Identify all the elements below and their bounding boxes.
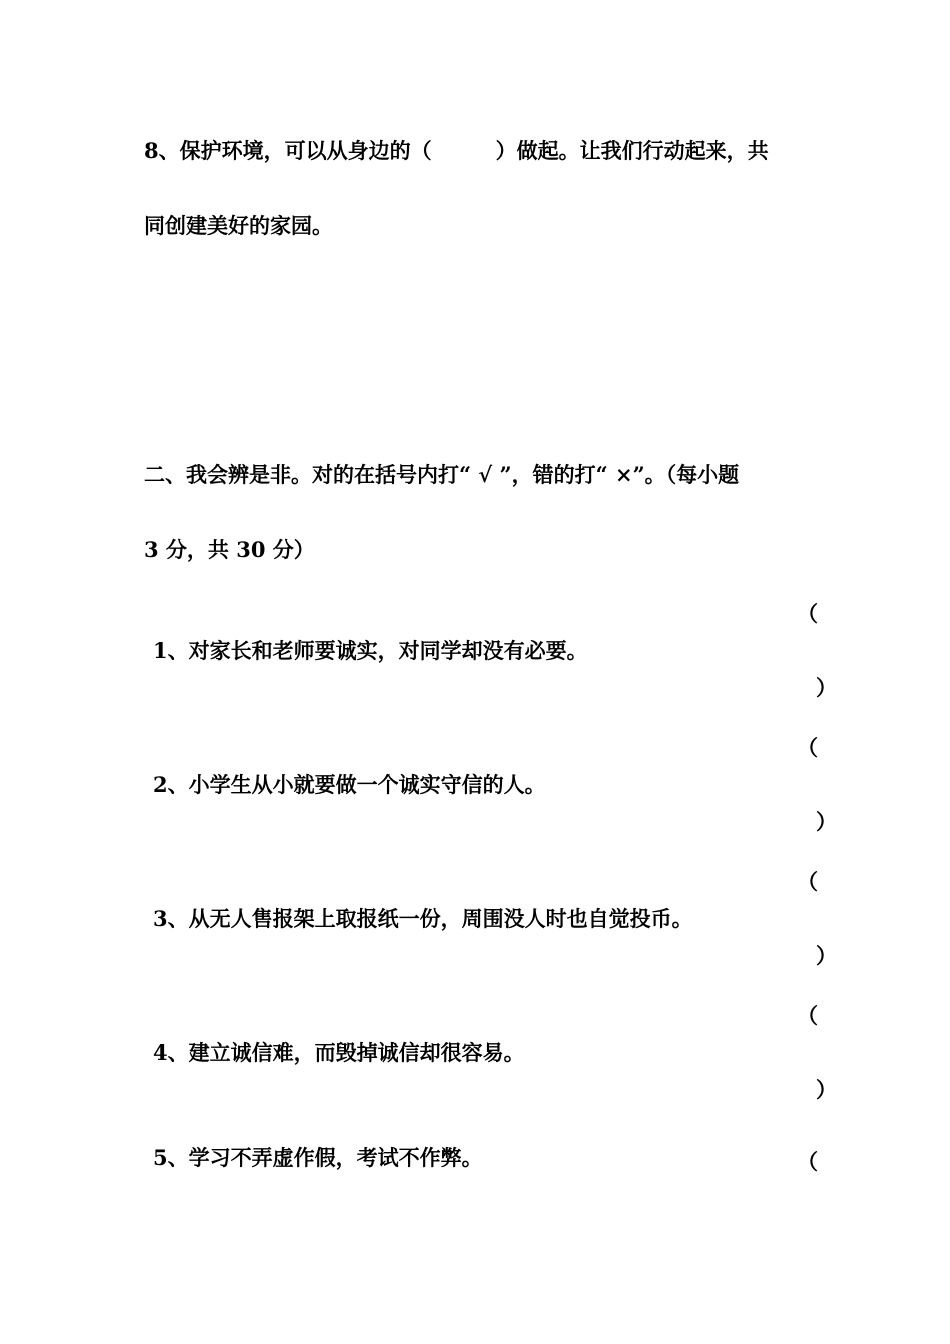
item-5-text: 5、学习不弄虚作假，考试不作弊。 <box>153 1145 483 1170</box>
item-2-close-paren: ） <box>816 809 837 834</box>
question-8-line-1 <box>144 140 769 161</box>
item-4-close-paren: ） <box>816 1077 837 1102</box>
item-4-text: 4、建立诚信难，而毁掉诚信却很容易。 <box>153 1040 525 1065</box>
item-2-text: 2、小学生从小就要做一个诚实守信的人。 <box>153 772 546 797</box>
item-4-open-paren: （ <box>797 1003 818 1028</box>
item-2-open-paren: （ <box>797 735 818 760</box>
item-1-close-paren: ） <box>816 675 837 700</box>
item-3-close-paren: ） <box>816 943 837 968</box>
question-8-line-2: 同创建美好的家园。 <box>144 213 333 238</box>
question-8-text-end: ）做起。让我们行动起来，共 <box>495 138 769 163</box>
item-1-text: 1、对家长和老师要诚实，对同学却没有必要。 <box>153 638 588 663</box>
item-3-open-paren: （ <box>797 869 818 894</box>
section-2-heading-line-2: 3 分，共 30 分） <box>144 537 315 562</box>
item-3-text: 3、从无人售报架上取报纸一份，周围没人时也自觉投币。 <box>153 906 693 931</box>
section-2-heading-line-1: 二、我会辨是非。对的在括号内打“ √ ”，错的打“ ×”。（每小题 <box>144 462 740 487</box>
item-1-open-paren: （ <box>797 601 818 626</box>
item-5-open-paren: （ <box>797 1149 818 1174</box>
question-8-text-start: 8、保护环境，可以从身边的（ <box>144 138 432 163</box>
